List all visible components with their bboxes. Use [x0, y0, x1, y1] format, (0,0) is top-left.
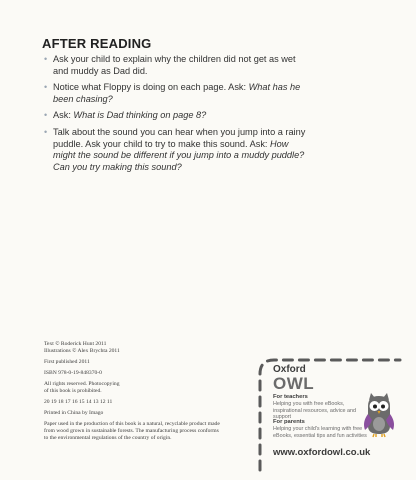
- teachers-section: [273, 394, 369, 421]
- parents-title: For parents: [273, 419, 305, 425]
- tip-text: Notice what Floppy is doing on each page. Ask:: [53, 82, 249, 93]
- brand-owl: OWL: [273, 374, 315, 393]
- printed-in: Printed in China by Imago: [44, 410, 104, 416]
- text-credit: Text © Roderick Hunt 2011: [44, 341, 107, 347]
- bullet-icon: •: [44, 82, 48, 93]
- teachers-title: For teachers: [273, 394, 308, 400]
- imprint-block: [44, 341, 224, 446]
- tip-text: Ask:: [53, 110, 74, 121]
- print-numbers: 20 19 18 17 16 15 14 13 12 11: [44, 399, 113, 405]
- tips-list: [44, 54, 306, 178]
- oxford-owl-url: www.oxfordowl.co.uk: [273, 447, 371, 458]
- rights-line-1: All rights reserved. Photocopying: [44, 381, 120, 387]
- illustrations-credit: Illustrations © Alex Brychta 2011: [44, 348, 120, 354]
- owl-mascot-icon: [362, 392, 396, 438]
- teachers-text: Helping you with free eBooks, inspirational resources, advice and support: [273, 400, 357, 421]
- tip-text: Ask your child to explain why the children did not get as wet and muddy as Dad did.: [53, 54, 296, 76]
- rights-line-2: of this book is prohibited.: [44, 388, 102, 394]
- tip-question: What is Dad thinking on page 8?: [73, 110, 207, 121]
- after-reading-heading: AFTER READING: [42, 36, 152, 51]
- parents-text: Helping your child's learning with free eBooks, essential tips and fun activities: [273, 425, 367, 439]
- brand-oxford: Oxford: [273, 364, 306, 375]
- tip-text: Talk about the sound you can hear when you jump into a rainy puddle. Ask your child to try to make this sound. Ask:: [53, 126, 306, 149]
- tip-item: [44, 54, 306, 77]
- oxford-owl-panel: [252, 352, 402, 472]
- tip-item: [44, 82, 306, 105]
- tip-question: How might the sound be different if you jump into a muddy puddle? Can you try making this sound?: [53, 138, 305, 172]
- tip-question: What has he been chasing?: [53, 82, 301, 104]
- tip-item: [44, 127, 306, 173]
- isbn: ISBN 978-0-19-848370-0: [44, 370, 102, 376]
- bullet-icon: •: [44, 110, 48, 121]
- parents-section: [273, 419, 369, 439]
- first-published: First published 2011: [44, 359, 90, 365]
- bullet-icon: •: [44, 54, 48, 64]
- tip-item: [44, 110, 306, 122]
- paper-note: Paper used in the production of this book is a natural, recyclable product made from wood grown in sustainable forests. The manufacturing process conforms to the environmental regulations of the country of origin.: [44, 421, 220, 441]
- bullet-icon: •: [44, 126, 48, 137]
